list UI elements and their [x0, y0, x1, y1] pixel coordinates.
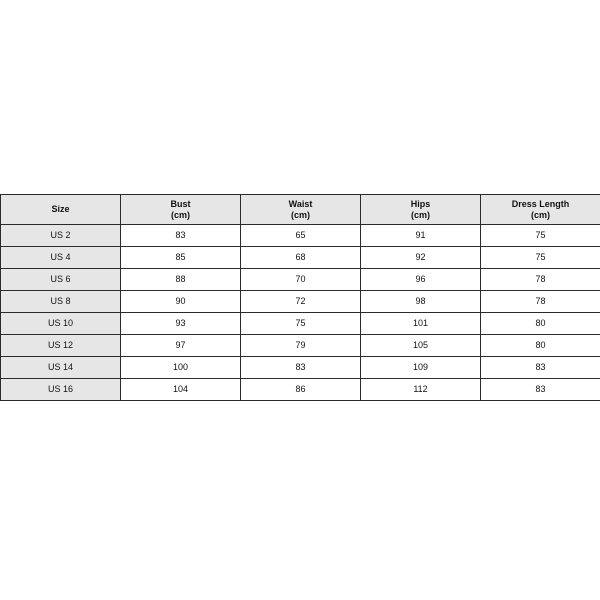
- dress-length-cell: 80: [481, 335, 600, 357]
- bust-cell: 104: [121, 379, 241, 401]
- hips-cell: 112: [361, 379, 481, 401]
- header-bust: [121, 195, 241, 225]
- bust-cell: 88: [121, 269, 241, 291]
- hips-cell: 105: [361, 335, 481, 357]
- header-dress-length-label: Dress Length: [511, 198, 570, 209]
- header-dress-length: [481, 195, 600, 225]
- waist-cell: 75: [241, 313, 361, 335]
- bust-cell: 85: [121, 247, 241, 269]
- dress-length-cell: 80: [481, 313, 600, 335]
- table-row: [1, 335, 600, 357]
- waist-cell: 83: [241, 357, 361, 379]
- waist-cell: 86: [241, 379, 361, 401]
- bust-cell: 100: [121, 357, 241, 379]
- table-row: [1, 357, 600, 379]
- table-header: [1, 195, 600, 225]
- dress-length-cell: 75: [481, 225, 600, 247]
- table-row: [1, 247, 600, 269]
- header-row: [1, 195, 600, 225]
- header-hips-unit: (cm): [410, 209, 430, 220]
- table-body: [1, 225, 600, 401]
- size-cell: US 6: [1, 269, 121, 291]
- header-waist-unit: (cm): [290, 209, 310, 220]
- waist-cell: 72: [241, 291, 361, 313]
- dress-length-cell: 83: [481, 379, 600, 401]
- header-hips-label: Hips: [410, 198, 431, 209]
- header-bust-unit: (cm): [170, 209, 190, 220]
- dress-length-cell: 78: [481, 269, 600, 291]
- hips-cell: 98: [361, 291, 481, 313]
- bust-cell: 93: [121, 313, 241, 335]
- bust-cell: 83: [121, 225, 241, 247]
- size-cell: US 14: [1, 357, 121, 379]
- table-row: [1, 269, 600, 291]
- size-cell: US 8: [1, 291, 121, 313]
- size-chart-table: [0, 194, 600, 401]
- hips-cell: 101: [361, 313, 481, 335]
- header-size: [1, 195, 121, 225]
- header-dress-length-unit: (cm): [530, 209, 550, 220]
- hips-cell: 91: [361, 225, 481, 247]
- bust-cell: 97: [121, 335, 241, 357]
- waist-cell: 70: [241, 269, 361, 291]
- hips-cell: 92: [361, 247, 481, 269]
- header-bust-label: Bust: [170, 198, 191, 209]
- dress-length-cell: 83: [481, 357, 600, 379]
- hips-cell: 109: [361, 357, 481, 379]
- hips-cell: 96: [361, 269, 481, 291]
- size-cell: US 12: [1, 335, 121, 357]
- header-hips: [361, 195, 481, 225]
- table-row: [1, 291, 600, 313]
- waist-cell: 65: [241, 225, 361, 247]
- dress-length-cell: 78: [481, 291, 600, 313]
- waist-cell: 79: [241, 335, 361, 357]
- bust-cell: 90: [121, 291, 241, 313]
- size-cell: US 2: [1, 225, 121, 247]
- dress-length-cell: 75: [481, 247, 600, 269]
- header-waist: [241, 195, 361, 225]
- table-row: [1, 379, 600, 401]
- size-cell: US 10: [1, 313, 121, 335]
- waist-cell: 68: [241, 247, 361, 269]
- size-cell: US 4: [1, 247, 121, 269]
- table-row: [1, 225, 600, 247]
- table-row: [1, 313, 600, 335]
- header-waist-label: Waist: [288, 198, 313, 209]
- size-cell: US 16: [1, 379, 121, 401]
- header-size-label: Size: [51, 204, 70, 214]
